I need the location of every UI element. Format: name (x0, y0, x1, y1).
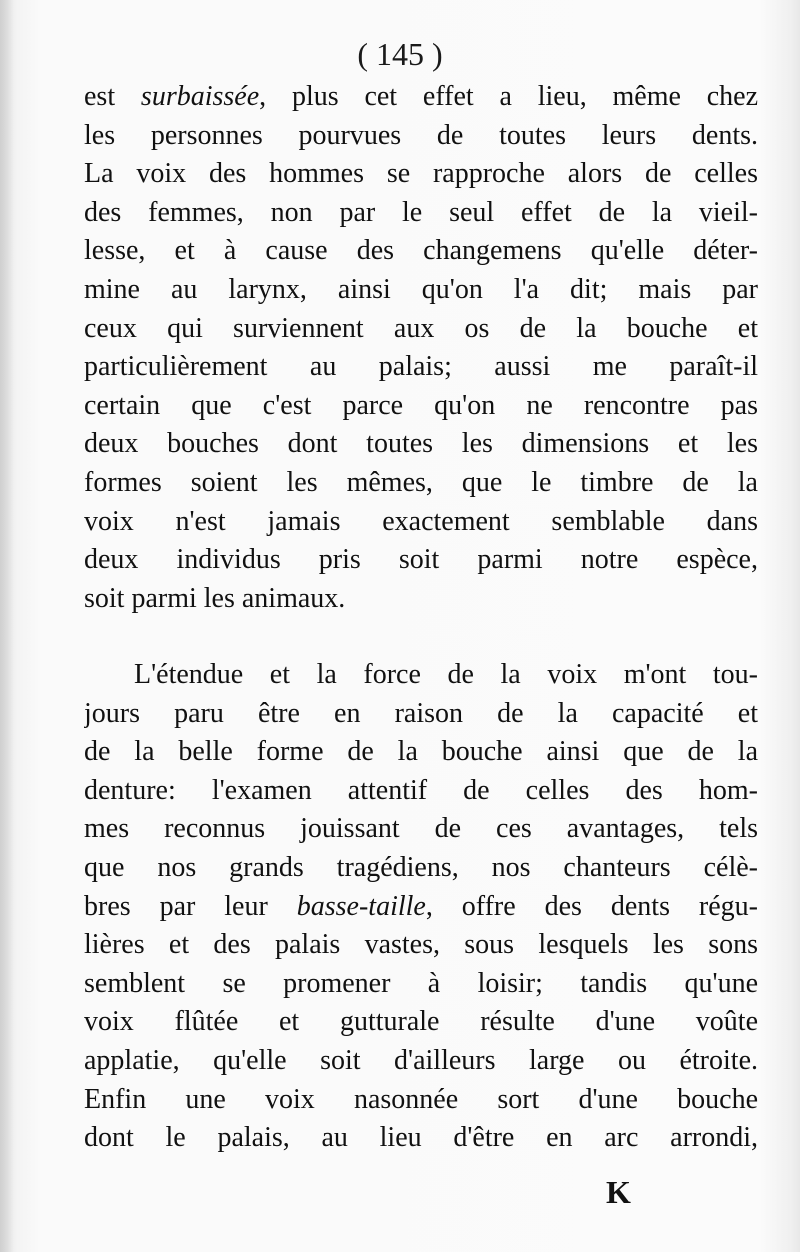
text-line: formes soient les mêmes, que le timbre de la (84, 466, 758, 498)
text-line: lières et des palais vastes, sous lesquels les sons (84, 929, 758, 961)
page-number: ( 145 ) (357, 36, 443, 72)
text-line: applatie, qu'elle soit d'ailleurs large ou étroite. (84, 1044, 758, 1076)
text-line: semblent se promener à loisir; tandis qu'une (84, 967, 758, 999)
text-line: que nos grands tragédiens, nos chanteurs célè- (84, 851, 758, 883)
text-line: La voix des hommes se rapproche alors de celles (84, 158, 758, 190)
text-line: bres par leur basse-taille, offre des dents régu- (84, 890, 758, 922)
text-line: les personnes pourvues de toutes leurs dents. (84, 119, 758, 151)
text-line: ceux qui surviennent aux os de la bouche et (84, 312, 758, 344)
paragraph-1 (84, 78, 758, 618)
text-line: jours paru être en raison de la capacité et (84, 697, 758, 729)
paragraph-2 (84, 656, 758, 1158)
page-edge-shadow (0, 0, 14, 1252)
text-line: mine au larynx, ainsi qu'on l'a dit; mais par (84, 273, 758, 305)
text-line: de la belle forme de la bouche ainsi que de la (84, 736, 758, 768)
text-line: certain que c'est parce qu'on ne rencontre pas (84, 389, 758, 421)
text-line: denture: l'examen attentif de celles des hom- (84, 774, 758, 806)
text-line: L'étendue et la force de la voix m'ont tou- (134, 659, 758, 690)
text-line: deux bouches dont toutes les dimensions et les (84, 428, 758, 460)
text-line: deux individus pris soit parmi notre espèce, (84, 544, 758, 576)
text-line: des femmes, non par le seul effet de la vieil- (84, 196, 758, 228)
signature-mark: K (606, 1174, 631, 1210)
text-line: particulièrement au palais; aussi me paraît-il (84, 351, 758, 383)
text-line: est surbaissée, plus cet effet a lieu, même chez (84, 81, 758, 112)
text-line: lesse, et à cause des changemens qu'elle déter- (84, 235, 758, 267)
text-line: voix flûtée et gutturale résulte d'une voûte (84, 1006, 758, 1038)
text-line: Enfin une voix nasonnée sort d'une bouche (84, 1083, 758, 1115)
text-line: soit parmi les animaux. (84, 582, 346, 614)
text-line: voix n'est jamais exactement semblable dans (84, 505, 758, 537)
text-line: mes reconnus jouissant de ces avantages, tels (84, 813, 758, 845)
text-line: dont le palais, au lieu d'être en arc arrondi, (84, 1122, 758, 1154)
